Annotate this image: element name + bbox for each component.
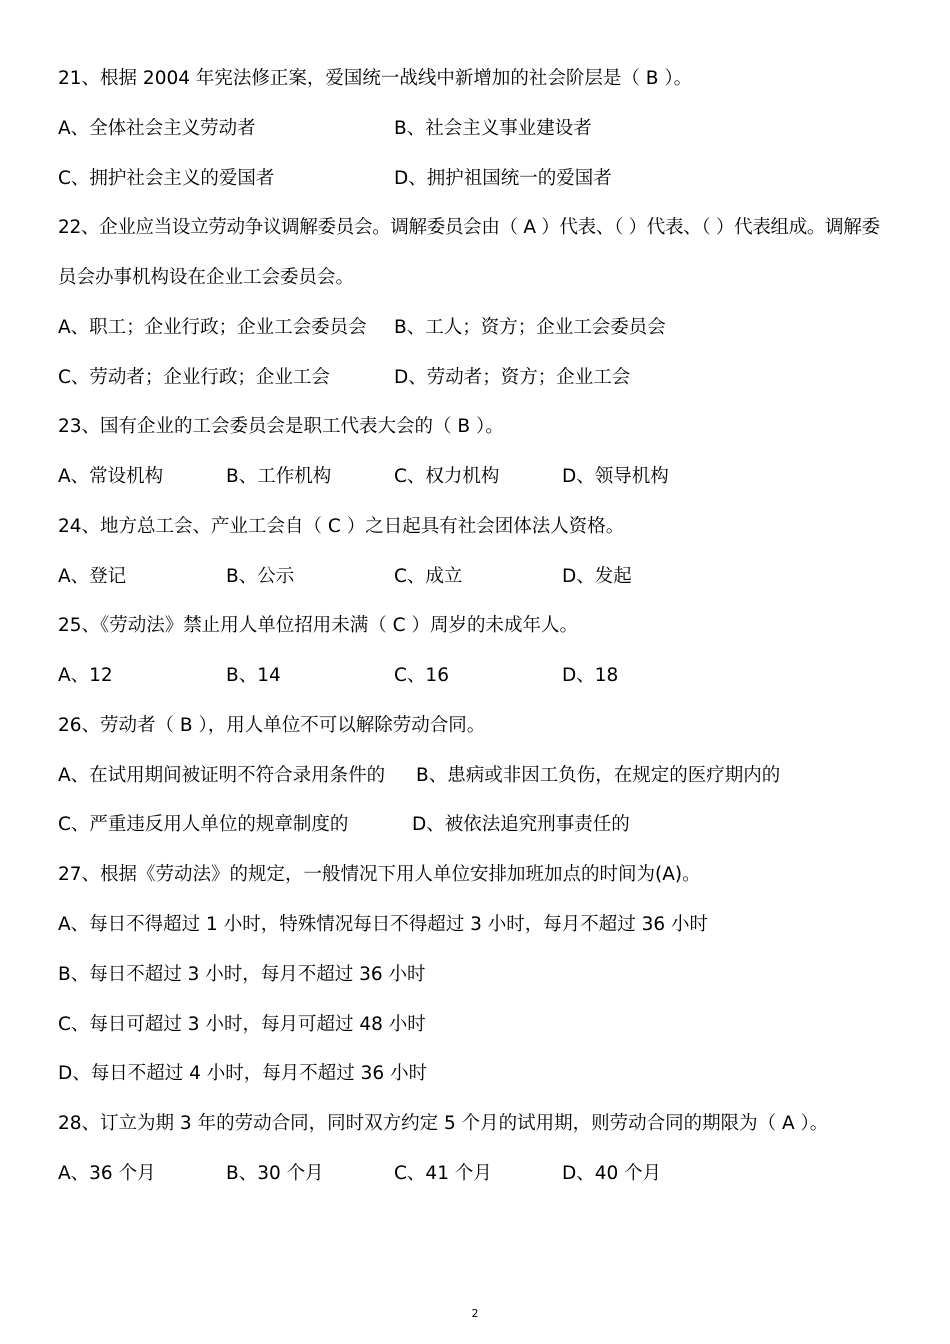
question-21-stem: 21、根据 2004 年宪法修正案，爱国统一战线中新增加的社会阶层是（ B ）。 — [58, 68, 693, 89]
question-28-option-b: B、30 个月 — [226, 1163, 324, 1184]
question-23-stem: 23、国有企业的工会委员会是职工代表大会的（ B ）。 — [58, 416, 504, 437]
question-28-stem: 28、订立为期 3 年的劳动合同，同时双方约定 5 个月的试用期，则劳动合同的期限为（ A ）。 — [58, 1113, 829, 1134]
page-number: 2 — [471, 1307, 479, 1320]
question-24-option-a: A、登记 — [58, 566, 127, 587]
question-24-option-b: B、公示 — [226, 566, 295, 587]
question-25-option-d: D、18 — [562, 665, 619, 686]
question-27-stem: 27、根据《劳动法》的规定，一般情况下用人单位安排加班加点的时间为(A)。 — [58, 864, 701, 885]
question-23-option-d: D、领导机构 — [562, 466, 669, 487]
question-26-option-b: B、患病或非因工负伤，在规定的医疗期内的 — [416, 765, 781, 786]
question-28-option-c: C、41 个月 — [394, 1163, 492, 1184]
question-27-option-c: C、每日可超过 3 小时，每月可超过 48 小时 — [58, 1014, 426, 1035]
question-22-stem-line-2: 员会办事机构设在企业工会委员会。 — [58, 267, 355, 288]
question-26-option-a: A、在试用期间被证明不符合录用条件的 — [58, 765, 386, 786]
question-23-option-b: B、工作机构 — [226, 466, 332, 487]
question-26-stem: 26、劳动者（ B ），用人单位不可以解除劳动合同。 — [58, 715, 486, 736]
question-23-option-a: A、常设机构 — [58, 466, 164, 487]
question-25-stem: 25、《劳动法》禁止用人单位招用未满（ C ）周岁的未成年人。 — [58, 615, 578, 636]
question-28-option-a: A、36 个月 — [58, 1163, 156, 1184]
question-22-stem-line-1: 22、企业应当设立劳动争议调解委员会。调解委员会由（ A ）代表、（ ）代表、（ ）代表组成。调解委 — [58, 217, 880, 238]
question-27-option-a: A、每日不得超过 1 小时，特殊情况每日不得超过 3 小时，每月不超过 36 小时 — [58, 914, 709, 935]
question-25-option-b: B、14 — [226, 665, 281, 686]
question-21-option-a: A、全体社会主义劳动者 — [58, 118, 256, 139]
question-27-option-b: B、每日不超过 3 小时，每月不超过 36 小时 — [58, 964, 426, 985]
question-22-option-a: A、职工；企业行政；企业工会委员会 — [58, 317, 367, 338]
question-24-option-d: D、发起 — [562, 566, 632, 587]
question-23-option-c: C、权力机构 — [394, 466, 500, 487]
question-21-option-b: B、社会主义事业建设者 — [394, 118, 592, 139]
question-27-option-d: D、每日不超过 4 小时，每月不超过 36 小时 — [58, 1063, 428, 1084]
question-28-option-d: D、40 个月 — [562, 1163, 662, 1184]
question-22-option-d: D、劳动者；资方；企业工会 — [394, 367, 631, 388]
question-26-option-d: D、被依法追究刑事责任的 — [412, 814, 630, 835]
question-25-option-c: C、16 — [394, 665, 449, 686]
question-24-option-c: C、成立 — [394, 566, 463, 587]
question-26-option-c: C、严重违反用人单位的规章制度的 — [58, 814, 349, 835]
question-22-option-b: B、工人；资方；企业工会委员会 — [394, 317, 666, 338]
question-21-option-d: D、拥护祖国统一的爱国者 — [394, 168, 612, 189]
question-21-option-c: C、拥护社会主义的爱国者 — [58, 168, 275, 189]
question-24-stem: 24、地方总工会、产业工会自（ C ）之日起具有社会团体法人资格。 — [58, 516, 625, 537]
question-22-option-c: C、劳动者；企业行政；企业工会 — [58, 367, 330, 388]
question-25-option-a: A、12 — [58, 665, 113, 686]
